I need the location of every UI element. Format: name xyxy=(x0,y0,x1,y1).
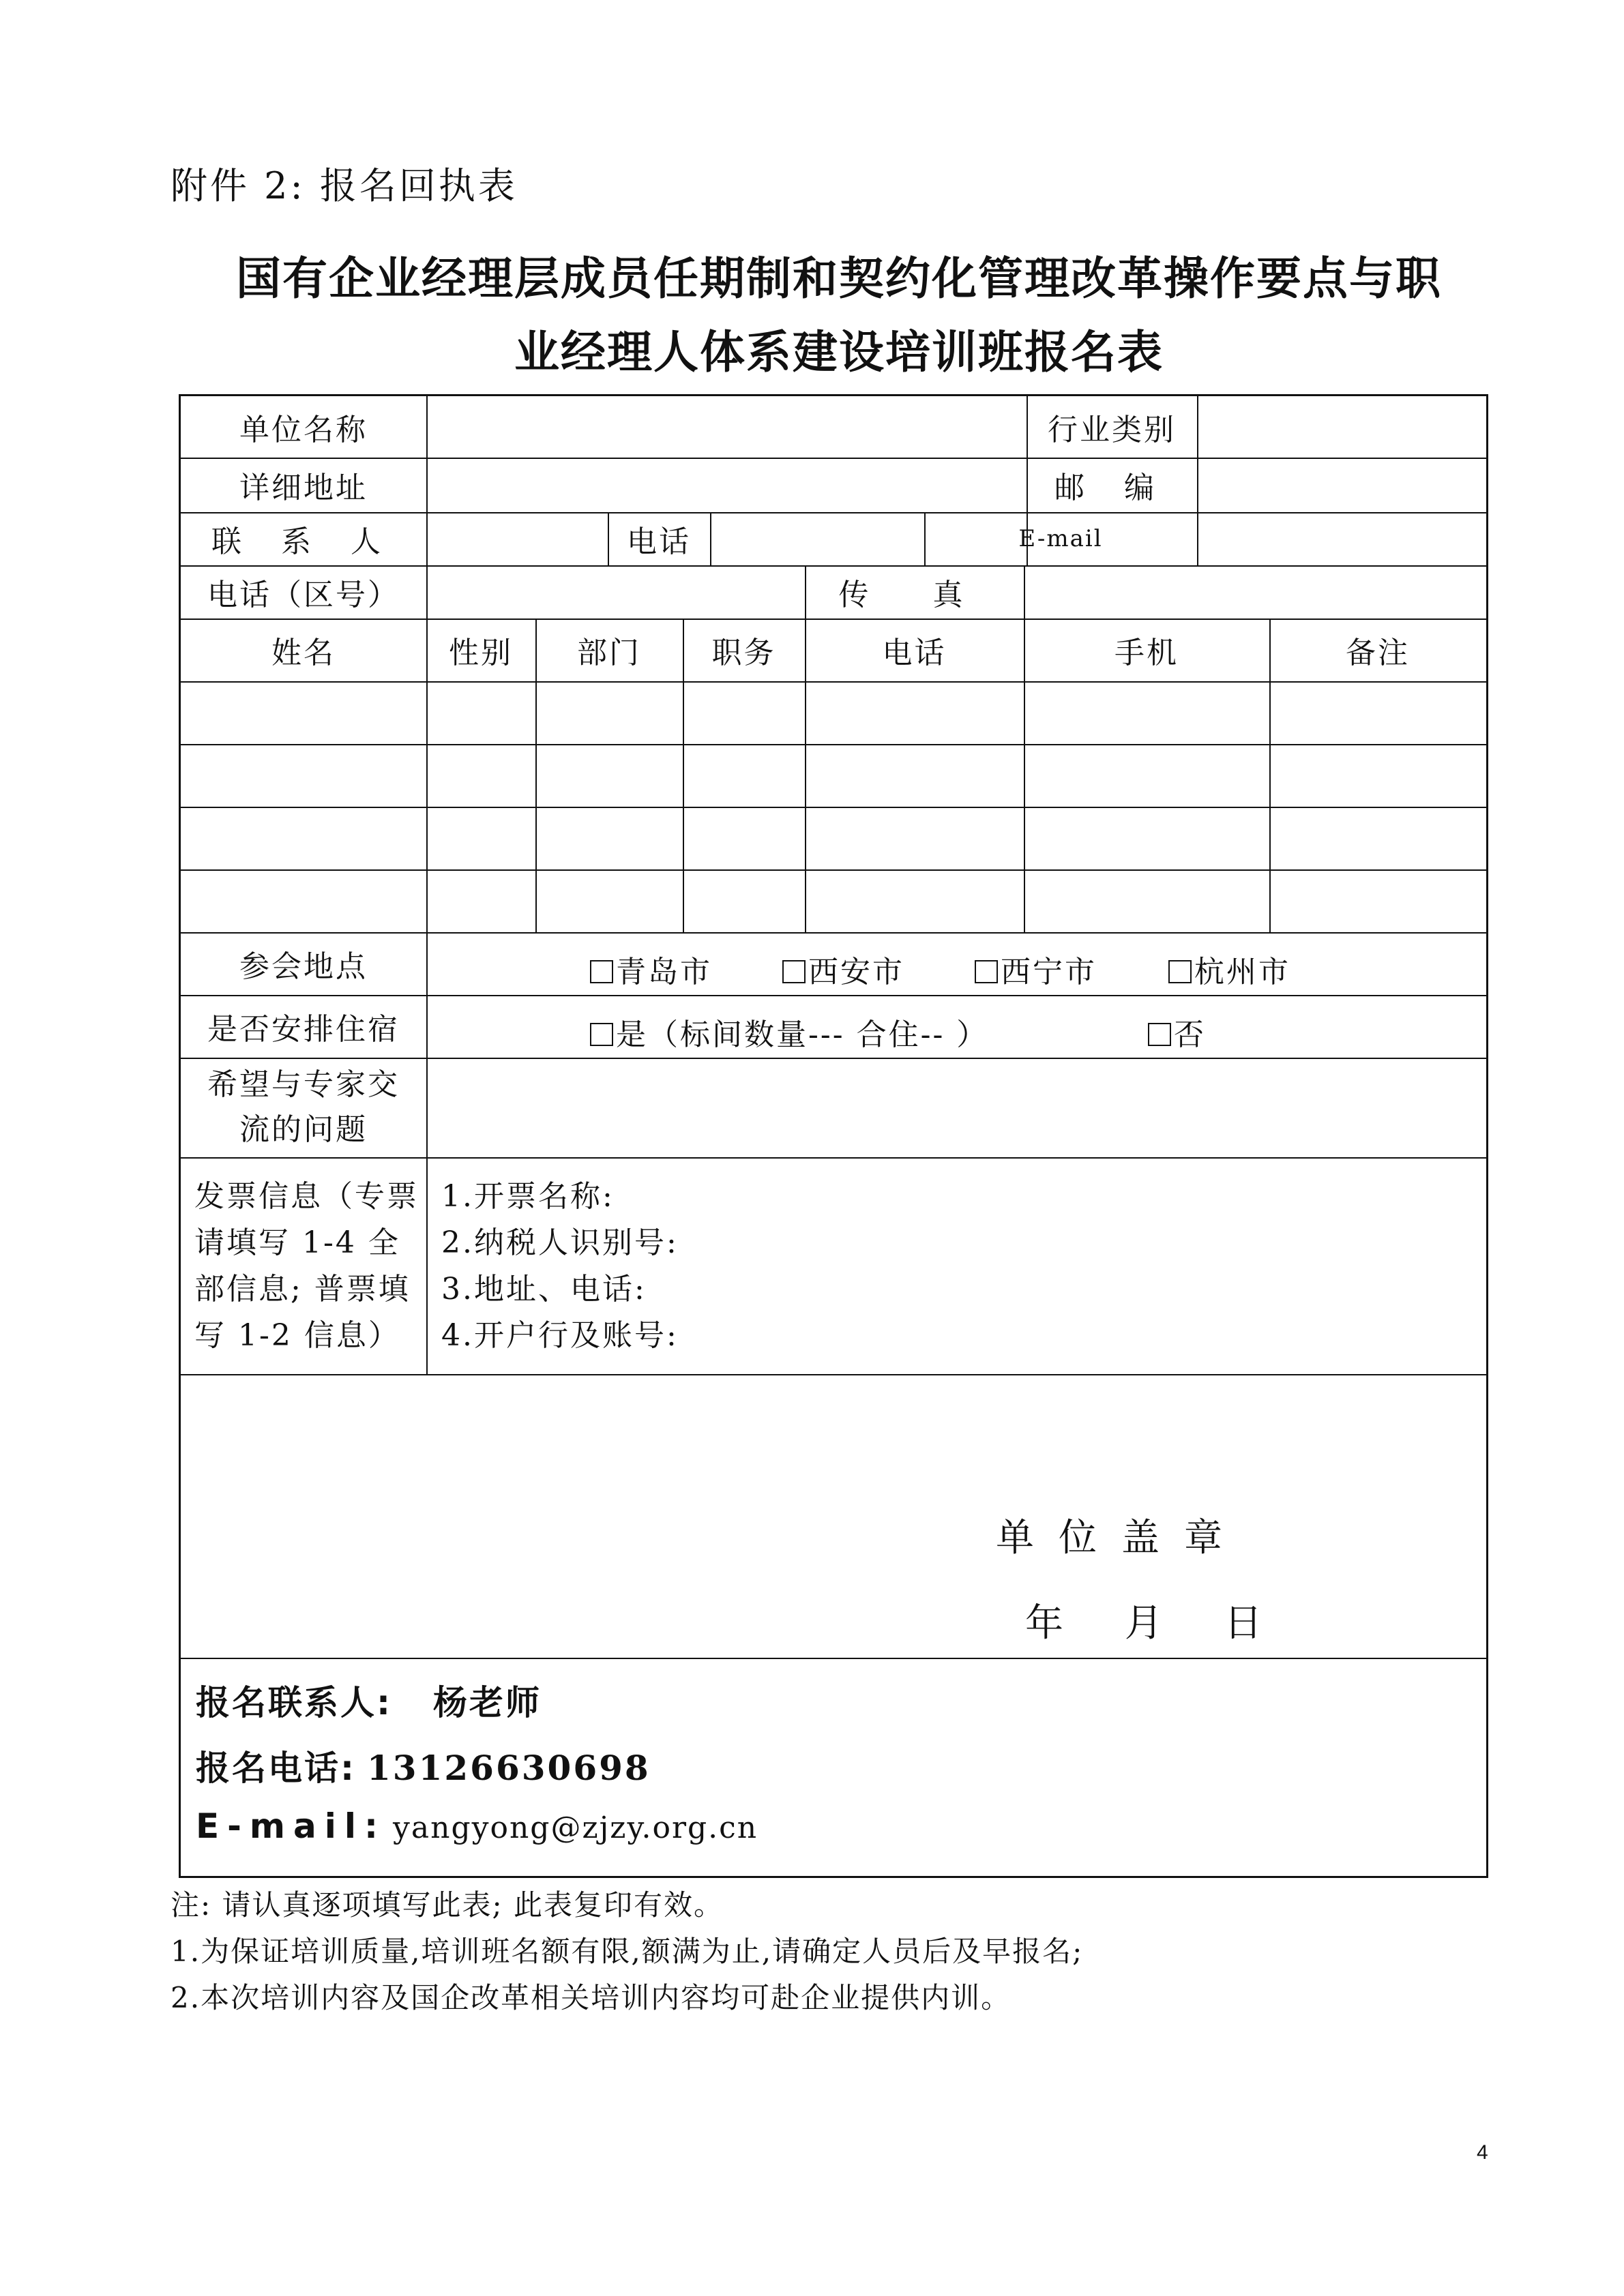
form-title-line-2: 业经理人体系建设培训班报名表 xyxy=(514,326,1164,378)
area-phone-label: 电话（区号） xyxy=(207,578,400,612)
contact-person-label: 联 系 人 xyxy=(211,524,396,559)
fax-label: 传 真 xyxy=(838,578,990,612)
checkbox-icon xyxy=(782,960,806,983)
col-position: 职务 xyxy=(711,636,776,670)
participant-row-3[interactable] xyxy=(181,807,1486,869)
lodging-yes-option[interactable]: 是（标间数量--- 合住-- ） xyxy=(590,1010,988,1054)
col-phone: 电话 xyxy=(882,636,947,670)
invoice-item-name: 1.开票名称: xyxy=(441,1179,615,1214)
checkbox-icon xyxy=(590,1023,613,1046)
unit-name-label: 单位名称 xyxy=(239,413,368,447)
venue-option-qingdao[interactable]: 青岛市 xyxy=(590,947,712,991)
note-0: 注: 请认真逐项填写此表; 此表复印有效。 xyxy=(171,1888,724,1922)
unit-name-field[interactable] xyxy=(428,396,1027,458)
invoice-items[interactable] xyxy=(441,1174,679,1359)
attachment-label: 附件 2: 报名回执表 xyxy=(171,164,518,207)
unit-stamp-text: 单位盖章 xyxy=(996,1516,1247,1560)
checkbox-icon xyxy=(975,960,998,983)
invoice-item-bank: 4.开户行及账号: xyxy=(441,1318,679,1353)
invoice-label: 发票信息（专票 请填写 1-4 全 部信息; 普票填 写 1-2 信息） xyxy=(194,1179,419,1353)
reg-email: E-mail: yangyong@zjzy.org.cn xyxy=(196,1806,758,1846)
col-remarks: 备注 xyxy=(1346,636,1410,670)
date-text: 年 月 日 xyxy=(1025,1601,1287,1645)
venue-option-xining[interactable]: 西宁市 xyxy=(975,947,1097,991)
address-label: 详细地址 xyxy=(239,471,368,505)
contact-person-field[interactable] xyxy=(428,512,608,565)
venue-option-xian[interactable]: 西安市 xyxy=(782,947,904,991)
industry-label: 行业类别 xyxy=(1048,413,1176,447)
invoice-item-tax-id: 2.纳税人识别号: xyxy=(441,1225,679,1260)
invoice-item-address: 3.地址、电话: xyxy=(441,1272,647,1307)
postcode-field[interactable] xyxy=(1198,458,1486,512)
registration-form xyxy=(179,394,1488,1878)
questions-field[interactable] xyxy=(428,1058,1486,1157)
participant-row-2[interactable] xyxy=(181,744,1486,807)
form-title-line-1: 国有企业经理层成员任期制和契约化管理改革操作要点与职 xyxy=(236,252,1442,305)
col-mobile: 手机 xyxy=(1114,636,1179,670)
email-field[interactable] xyxy=(1198,512,1486,565)
questions-label: 希望与专家交 流的问题 xyxy=(207,1067,400,1147)
participant-row-4[interactable] xyxy=(181,869,1486,932)
col-name: 姓名 xyxy=(271,636,336,670)
checkbox-icon xyxy=(590,960,613,983)
participant-row-1[interactable] xyxy=(181,681,1486,744)
address-field[interactable] xyxy=(428,458,1027,512)
note-2: 2.本次培训内容及国企改革相关培训内容均可赴企业提供内训。 xyxy=(171,1981,1012,2014)
checkbox-icon xyxy=(1148,1023,1171,1046)
reg-contact: 报名联系人: 杨老师 xyxy=(196,1683,542,1723)
reg-phone: 报名电话: 13126630698 xyxy=(196,1748,651,1788)
col-department: 部门 xyxy=(577,636,641,670)
note-1: 1.为保证培训质量,培训班名额有限,额满为止,请确定人员后及早报名; xyxy=(171,1935,1084,1968)
email-label: E-mail xyxy=(1018,525,1103,552)
fax-field[interactable] xyxy=(1025,565,1486,618)
industry-field[interactable] xyxy=(1198,396,1486,458)
notes xyxy=(171,1882,1083,2021)
venue-option-hangzhou[interactable]: 杭州市 xyxy=(1168,947,1290,991)
phone-field[interactable] xyxy=(711,512,924,565)
phone-label: 电话 xyxy=(627,524,691,559)
form-title xyxy=(171,242,1507,389)
postcode-label: 邮 编 xyxy=(1054,471,1169,505)
checkbox-icon xyxy=(1168,960,1192,983)
lodging-no-option[interactable]: 否 xyxy=(1148,1010,1206,1054)
venue-label: 参会地点 xyxy=(239,949,368,984)
page-number: 4 xyxy=(1477,2141,1488,2164)
lodging-label: 是否安排住宿 xyxy=(207,1012,400,1047)
col-gender: 性别 xyxy=(449,636,513,670)
area-phone-field[interactable] xyxy=(428,565,805,618)
